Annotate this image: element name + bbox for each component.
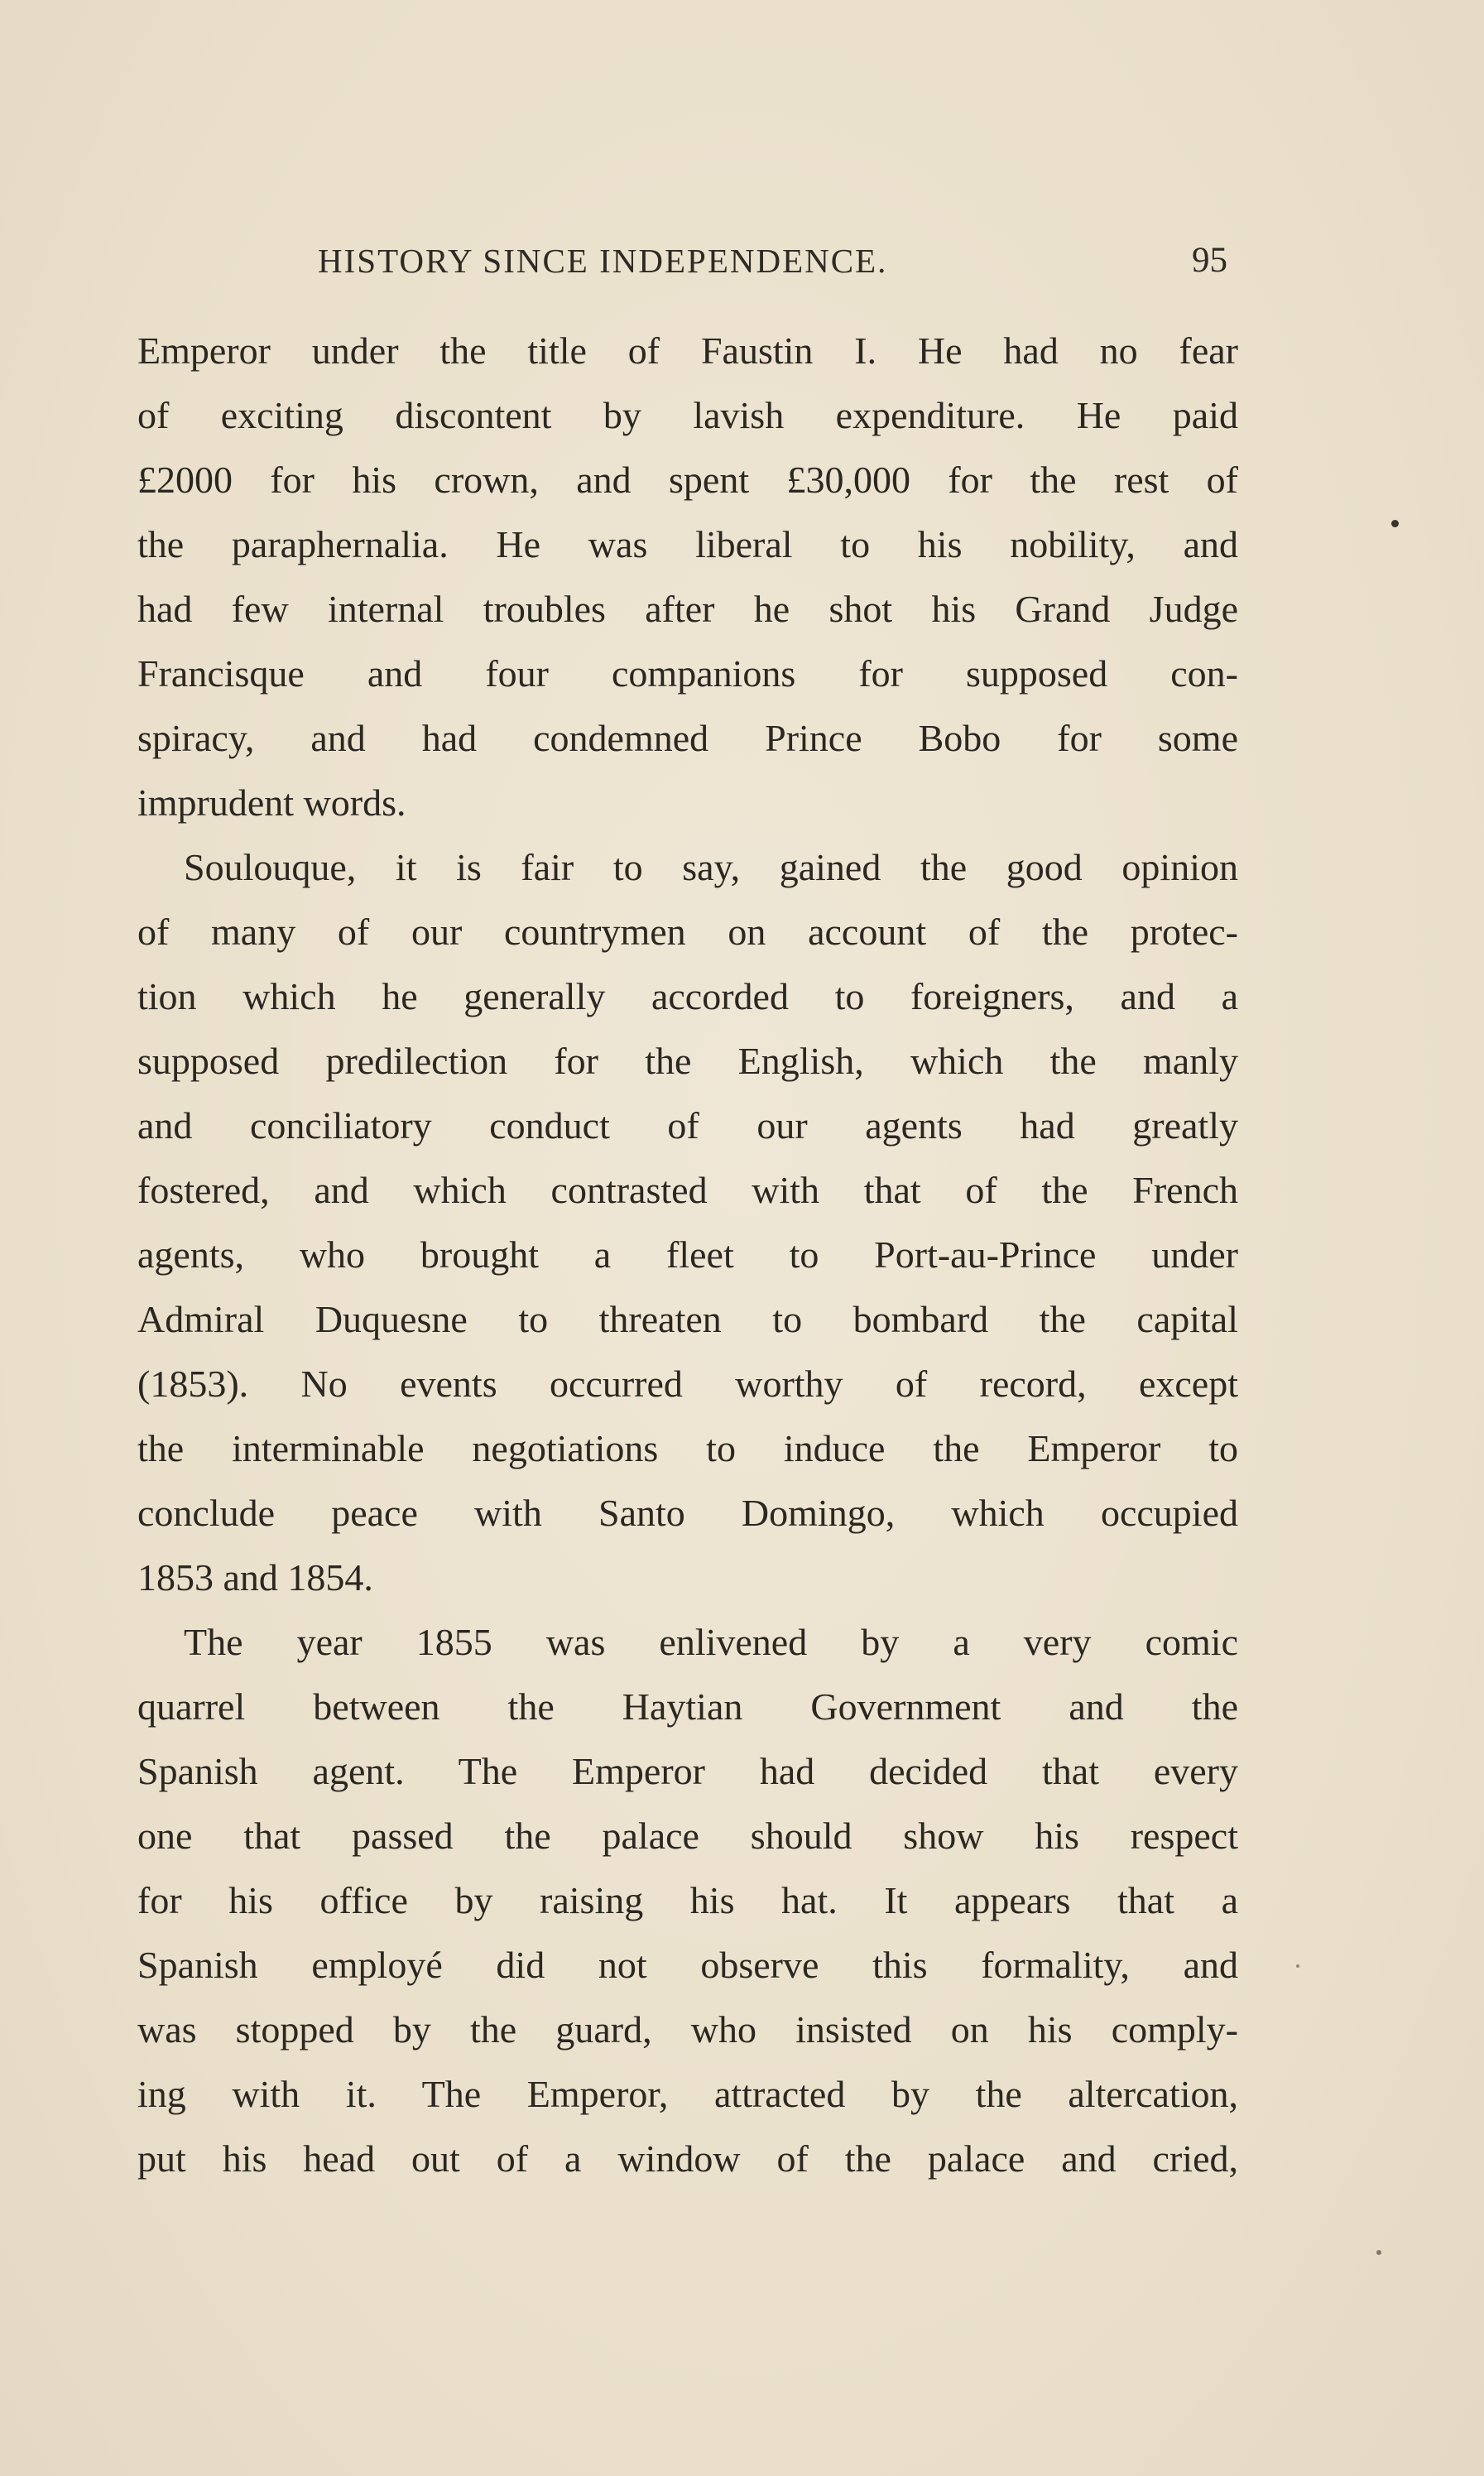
text-line: tion which he generally accorded to foreigners, and a xyxy=(137,975,1238,1017)
text-line: supposed predilection for the English, which the manly xyxy=(137,1040,1238,1082)
text-line: the interminable negotiations to induce the Emperor to xyxy=(137,1427,1238,1469)
page-number: 95 xyxy=(1192,241,1227,280)
text-line: ing with it. The Emperor, attracted by the altercation, xyxy=(137,2073,1238,2115)
paragraph-start-line: The year 1855 was enlivened by a very comic xyxy=(184,1621,1238,1663)
text-line: Admiral Duquesne to threaten to bombard the capital xyxy=(137,1298,1238,1340)
text-line: the paraphernalia. He was liberal to his nobility, and xyxy=(137,523,1238,565)
text-line: for his office by raising his hat. It appears that a xyxy=(137,1879,1238,1921)
text-line: had few internal troubles after he shot his Grand Judge xyxy=(137,588,1238,630)
text-line: one that passed the palace should show his respect xyxy=(137,1815,1238,1857)
text-line: put his head out of a window of the palace and cried, xyxy=(137,2137,1238,2180)
text-line: imprudent words. xyxy=(137,781,406,824)
text-line: agents, who brought a fleet to Port-au-Prince under xyxy=(137,1233,1238,1276)
text-line: spiracy, and had condemned Prince Bobo for some xyxy=(137,717,1238,759)
text-line: Spanish employé did not observe this formality, and xyxy=(137,1944,1238,1986)
paragraph-start-line: Soulouque, it is fair to say, gained the good opinion xyxy=(184,846,1238,888)
text-line: £2000 for his crown, and spent £30,000 for the rest of xyxy=(137,459,1238,501)
text-line: quarrel between the Haytian Government and the xyxy=(137,1685,1238,1728)
paper-speck xyxy=(1376,2250,1381,2255)
text-line: (1853). No events occurred worthy of record, except xyxy=(137,1363,1238,1405)
text-line: 1853 and 1854. xyxy=(137,1556,373,1599)
body-text xyxy=(137,319,1238,2191)
running-head xyxy=(0,236,1484,286)
text-line: was stopped by the guard, who insisted on his comply- xyxy=(137,2008,1238,2051)
text-line: Emperor under the title of Faustin I. He had no fear xyxy=(137,329,1238,372)
text-line: Francisque and four companions for supposed con- xyxy=(137,652,1238,695)
paper-speck xyxy=(1296,1964,1299,1968)
paper-speck xyxy=(1391,520,1399,527)
text-line: of exciting discontent by lavish expenditure. He paid xyxy=(137,394,1238,436)
text-line: fostered, and which contrasted with that of the French xyxy=(137,1169,1238,1211)
running-title: HISTORY SINCE INDEPENDENCE. xyxy=(318,242,888,280)
text-line: Spanish agent. The Emperor had decided that every xyxy=(137,1750,1238,1792)
text-line: conclude peace with Santo Domingo, which occupied xyxy=(137,1492,1238,1534)
text-line: and conciliatory conduct of our agents had greatly xyxy=(137,1104,1238,1147)
text-line: of many of our countrymen on account of the protec- xyxy=(137,911,1238,953)
